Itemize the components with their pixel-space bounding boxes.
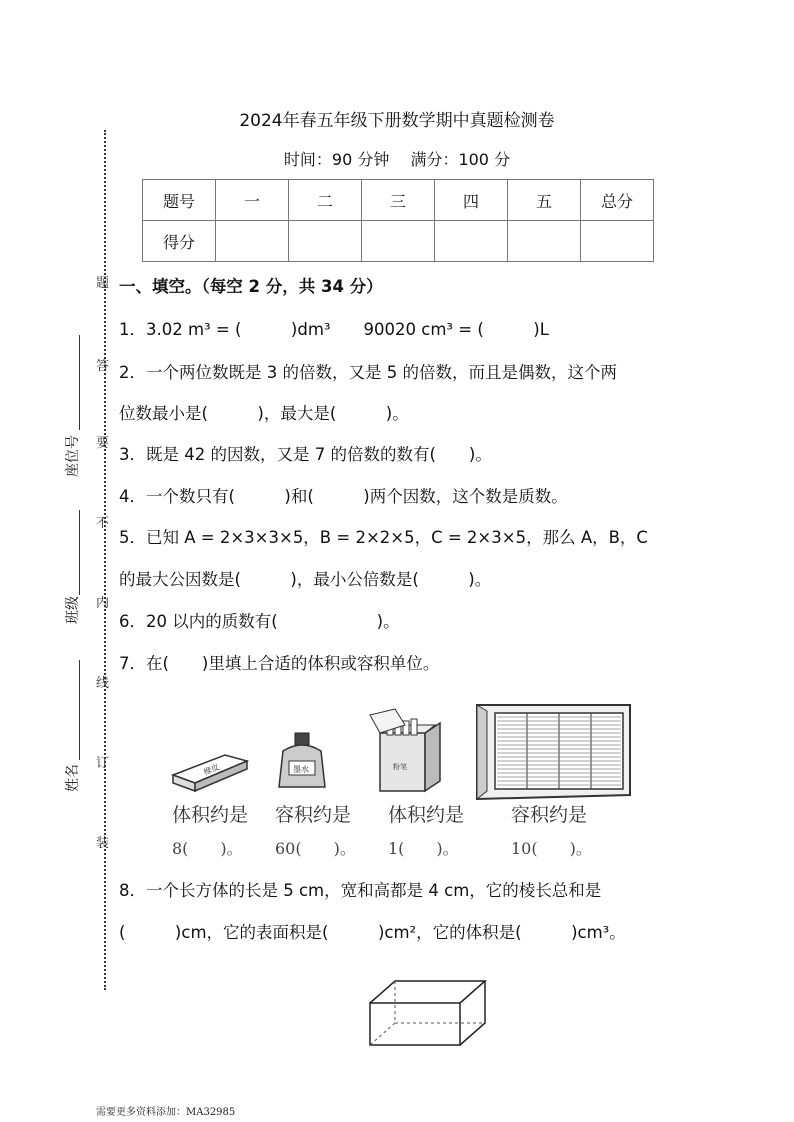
question-2-cont: 位数最小是( )，最大是( )。 [119,404,409,423]
table-cell: 三 [362,180,435,221]
table-cell: 题号 [143,180,216,221]
seal-char: 要 [96,436,110,451]
question-8: 8．一个长方体的长是 5 cm，宽和高都是 4 cm，它的棱长总和是 [119,881,602,900]
ink-bottle-icon [279,733,325,787]
seal-char: 不 [96,516,110,531]
name-underline[interactable] [79,660,80,760]
seal-char: 线 [96,676,110,691]
score-input-cell[interactable] [508,221,581,262]
picture-fill: 1( )。 [388,839,459,858]
picture-fill: 60( )。 [275,839,356,858]
score-table [142,179,654,262]
score-input-cell[interactable] [216,221,289,262]
question-3: 3．既是 42 的因数，又是 7 的倍数的数有( )。 [119,445,492,464]
picture-label: 容积约是 [511,804,588,826]
seat-number-label: 座位号 [65,435,81,477]
section-heading: 一、填空。（每空 2 分，共 34 分） [119,277,383,296]
score-input-cell[interactable] [435,221,508,262]
class-label: 班级 [65,596,81,624]
footer-note: 需要更多资料添加：MA32985 [96,1107,236,1118]
question-1: 1．3.02 m³ = ( )dm³ 90020 cm³ = ( )L [119,320,549,339]
class-underline[interactable] [79,510,80,595]
score-input-cell[interactable] [362,221,435,262]
question-6: 6．20 以内的质数有( )。 [119,612,400,631]
chalk-box-icon [370,709,440,791]
picture-fill: 10( )。 [511,839,592,858]
table-cell: 得分 [143,221,216,262]
seal-char: 装 [96,836,110,851]
name-label: 姓名 [65,764,81,792]
seal-char: 订 [96,756,110,771]
seal-char: 内 [96,596,110,611]
table-cell: 一 [216,180,289,221]
question-2: 2．一个两位数既是 3 的倍数，又是 5 的倍数，而且是偶数，这个两 [119,363,617,382]
exam-info: 时间：90 分钟 满分：100 分 [283,150,511,169]
table-row [143,221,654,262]
score-input-cell[interactable] [581,221,654,262]
seal-char: 题 [96,276,110,291]
table-cell: 四 [435,180,508,221]
table-cell: 二 [289,180,362,221]
question-8-cont: ( )cm，它的表面积是( )cm²，它的体积是( )cm³。 [119,923,626,942]
picture-label: 体积约是 [172,804,249,826]
eraser-icon [173,755,247,791]
picture-label: 体积约是 [388,804,465,826]
picture-fill: 8( )。 [172,839,243,858]
chalk-label: 粉笔 [393,763,407,771]
eraser-label: 橡皮 [202,762,221,777]
binding-dotted-line [104,130,106,990]
question-5-cont: 的最大公因数是( )，最小公倍数是( )。 [119,570,492,589]
cuboid-diagram [365,975,495,1050]
seal-char: 答 [96,359,110,374]
table-cell: 总分 [581,180,654,221]
question-7: 7．在( )里填上合适的体积或容积单位。 [119,654,440,673]
ink-label: 墨水 [293,765,309,774]
question-7-pictures [165,695,635,805]
score-input-cell[interactable] [289,221,362,262]
page-title: 2024年春五年级下册数学期中真题检测卷 [239,111,555,131]
question-5: 5．已知 A = 2×3×3×5，B = 2×2×5，C = 2×3×5，那么 A，B，C [119,528,648,547]
picture-label: 容积约是 [275,804,352,826]
seat-number-underline[interactable] [79,335,80,430]
table-cell: 五 [508,180,581,221]
question-4: 4．一个数只有( )和( )两个因数，这个数是质数。 [119,487,568,506]
table-row [143,180,654,221]
